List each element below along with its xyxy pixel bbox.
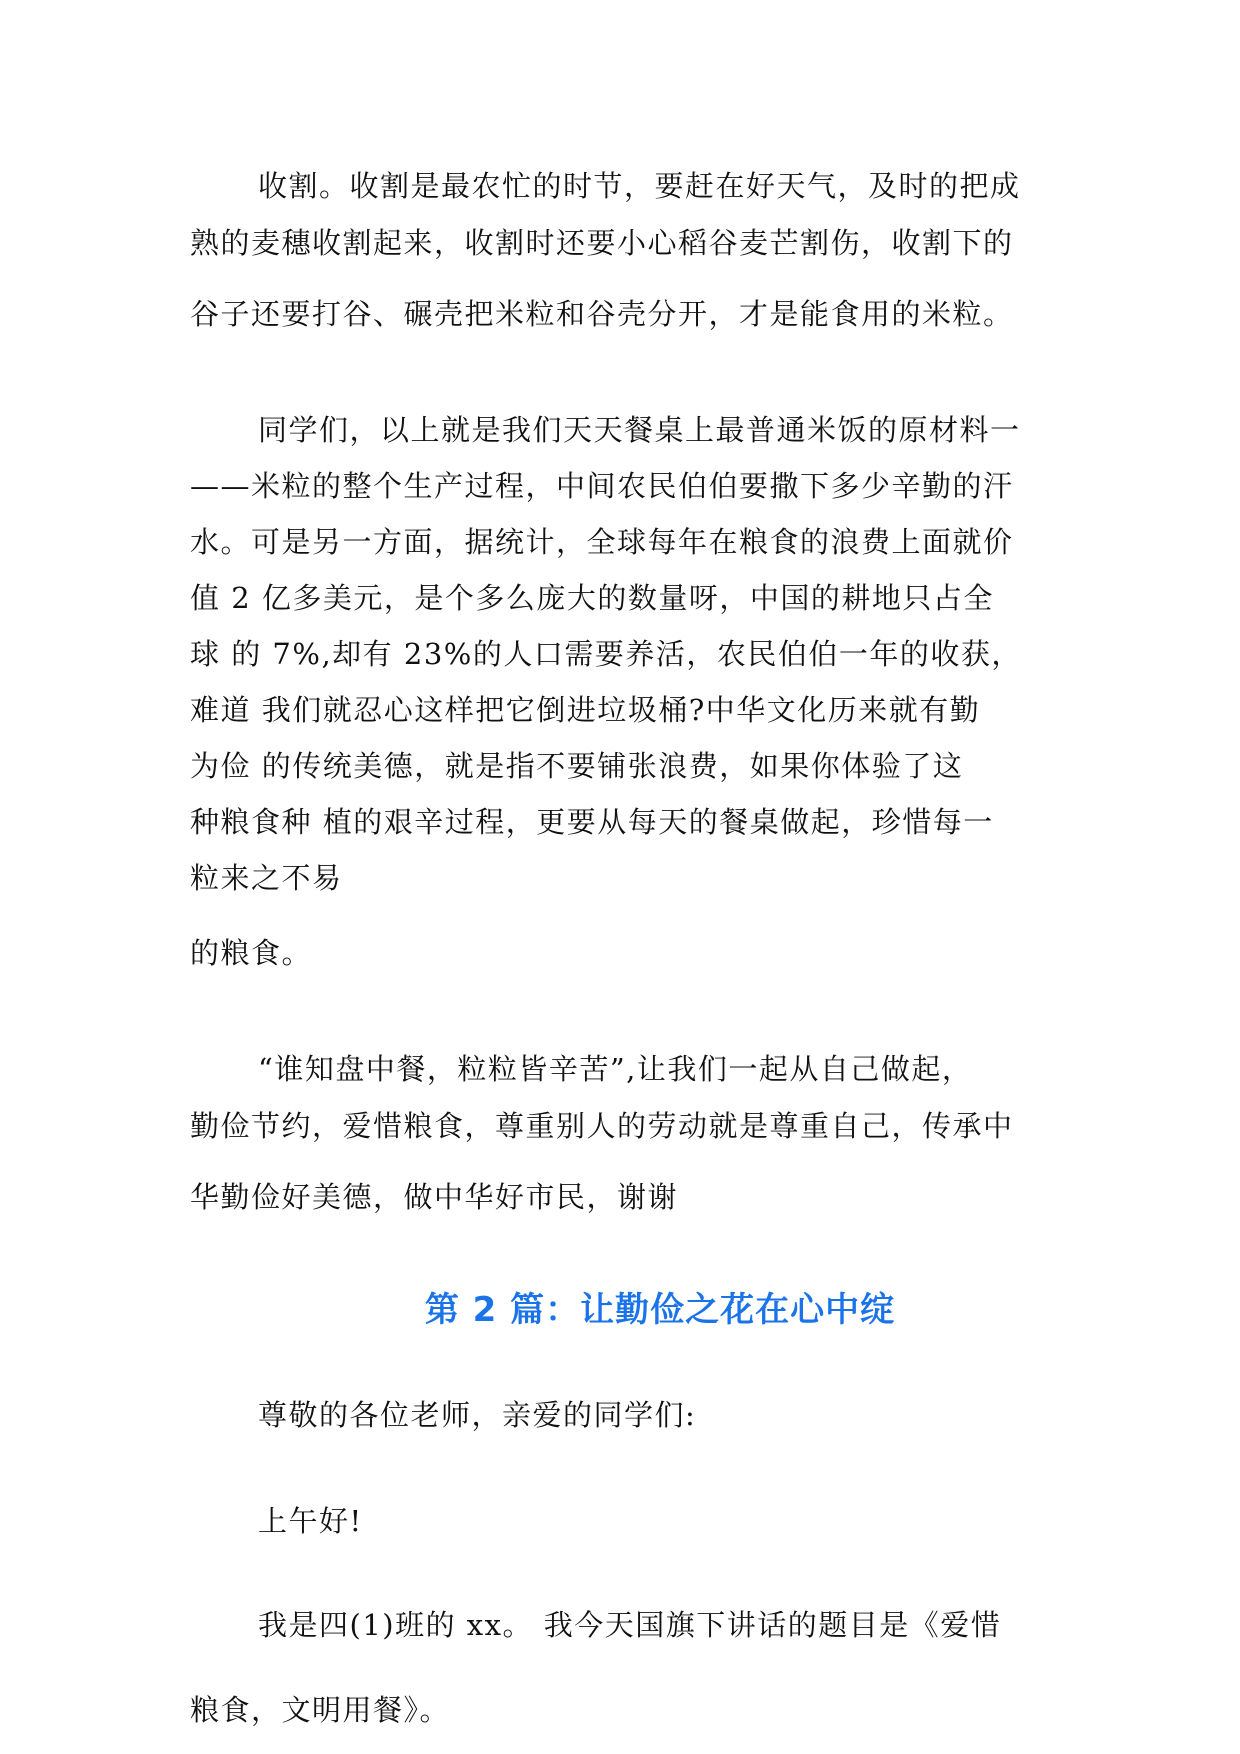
paragraph-1-line-1: 收割。收割是最农忙的时节，要赶在好天气，及时的把成 [258, 169, 1021, 203]
hello-line: 上午好! [258, 1504, 363, 1538]
paragraph-1-line-2: 熟的麦穗收割起来，收割时还要小心稻谷麦芒割伤，收割下的 [190, 226, 1014, 260]
paragraph-2-line-3: 水。可是另一方面，据统计，全球每年在粮食的浪费上面就价 [190, 525, 1014, 559]
paragraph-1-line-3: 谷子还要打谷、碾壳把米粒和谷壳分开，才是能食用的米粒。 [190, 297, 1014, 331]
paragraph-2-line-6: 难道 我们就忍心这样把它倒进垃圾桶?中华文化历来就有勤 [190, 693, 981, 727]
paragraph-2-line-7: 为俭 的传统美德，就是指不要铺张浪费，如果你体验了这 [190, 749, 964, 783]
paragraph-2-line-9: 粒来之不易 [190, 861, 343, 895]
intro-line-1: 我是四(1)班的 xx。 我今天国旗下讲话的题目是《爱惜 [258, 1608, 1002, 1642]
paragraph-3-line-1: “谁知盘中餐，粒粒皆辛苦”,让我们一起从自己做起， [258, 1052, 973, 1086]
paragraph-3-line-2: 勤俭节约，爱惜粮食，尊重别人的劳动就是尊重自己，传承中 [190, 1109, 1014, 1143]
intro-line-2: 粮食，文明用餐》。 [190, 1693, 451, 1727]
article-heading: 第 2 篇：让勤俭之花在心中绽 [424, 1290, 896, 1330]
greeting-line: 尊敬的各位老师，亲爱的同学们: [258, 1398, 697, 1432]
paragraph-2-line-1: 同学们，以上就是我们天天餐桌上最普通米饭的原材料一 [258, 413, 1021, 447]
paragraph-3-line-3: 华勤俭好美德，做中华好市民，谢谢 [190, 1180, 679, 1214]
paragraph-2-line-4: 值 2 亿多美元，是个多么庞大的数量呀，中国的耕地只占全 [190, 581, 994, 615]
paragraph-2-line-5: 球 的 7%,却有 23%的人口需要养活，农民伯伯一年的收获， [190, 637, 1022, 671]
paragraph-2-line-8: 种粮食种 植的艰辛过程，更要从每天的餐桌做起，珍惜每一 [190, 805, 994, 839]
paragraph-2-line-2: ——米粒的整个生产过程，中间农民伯伯要撒下多少辛勤的汗 [190, 469, 1014, 503]
paragraph-2-line-10: 的粮食。 [190, 936, 313, 970]
